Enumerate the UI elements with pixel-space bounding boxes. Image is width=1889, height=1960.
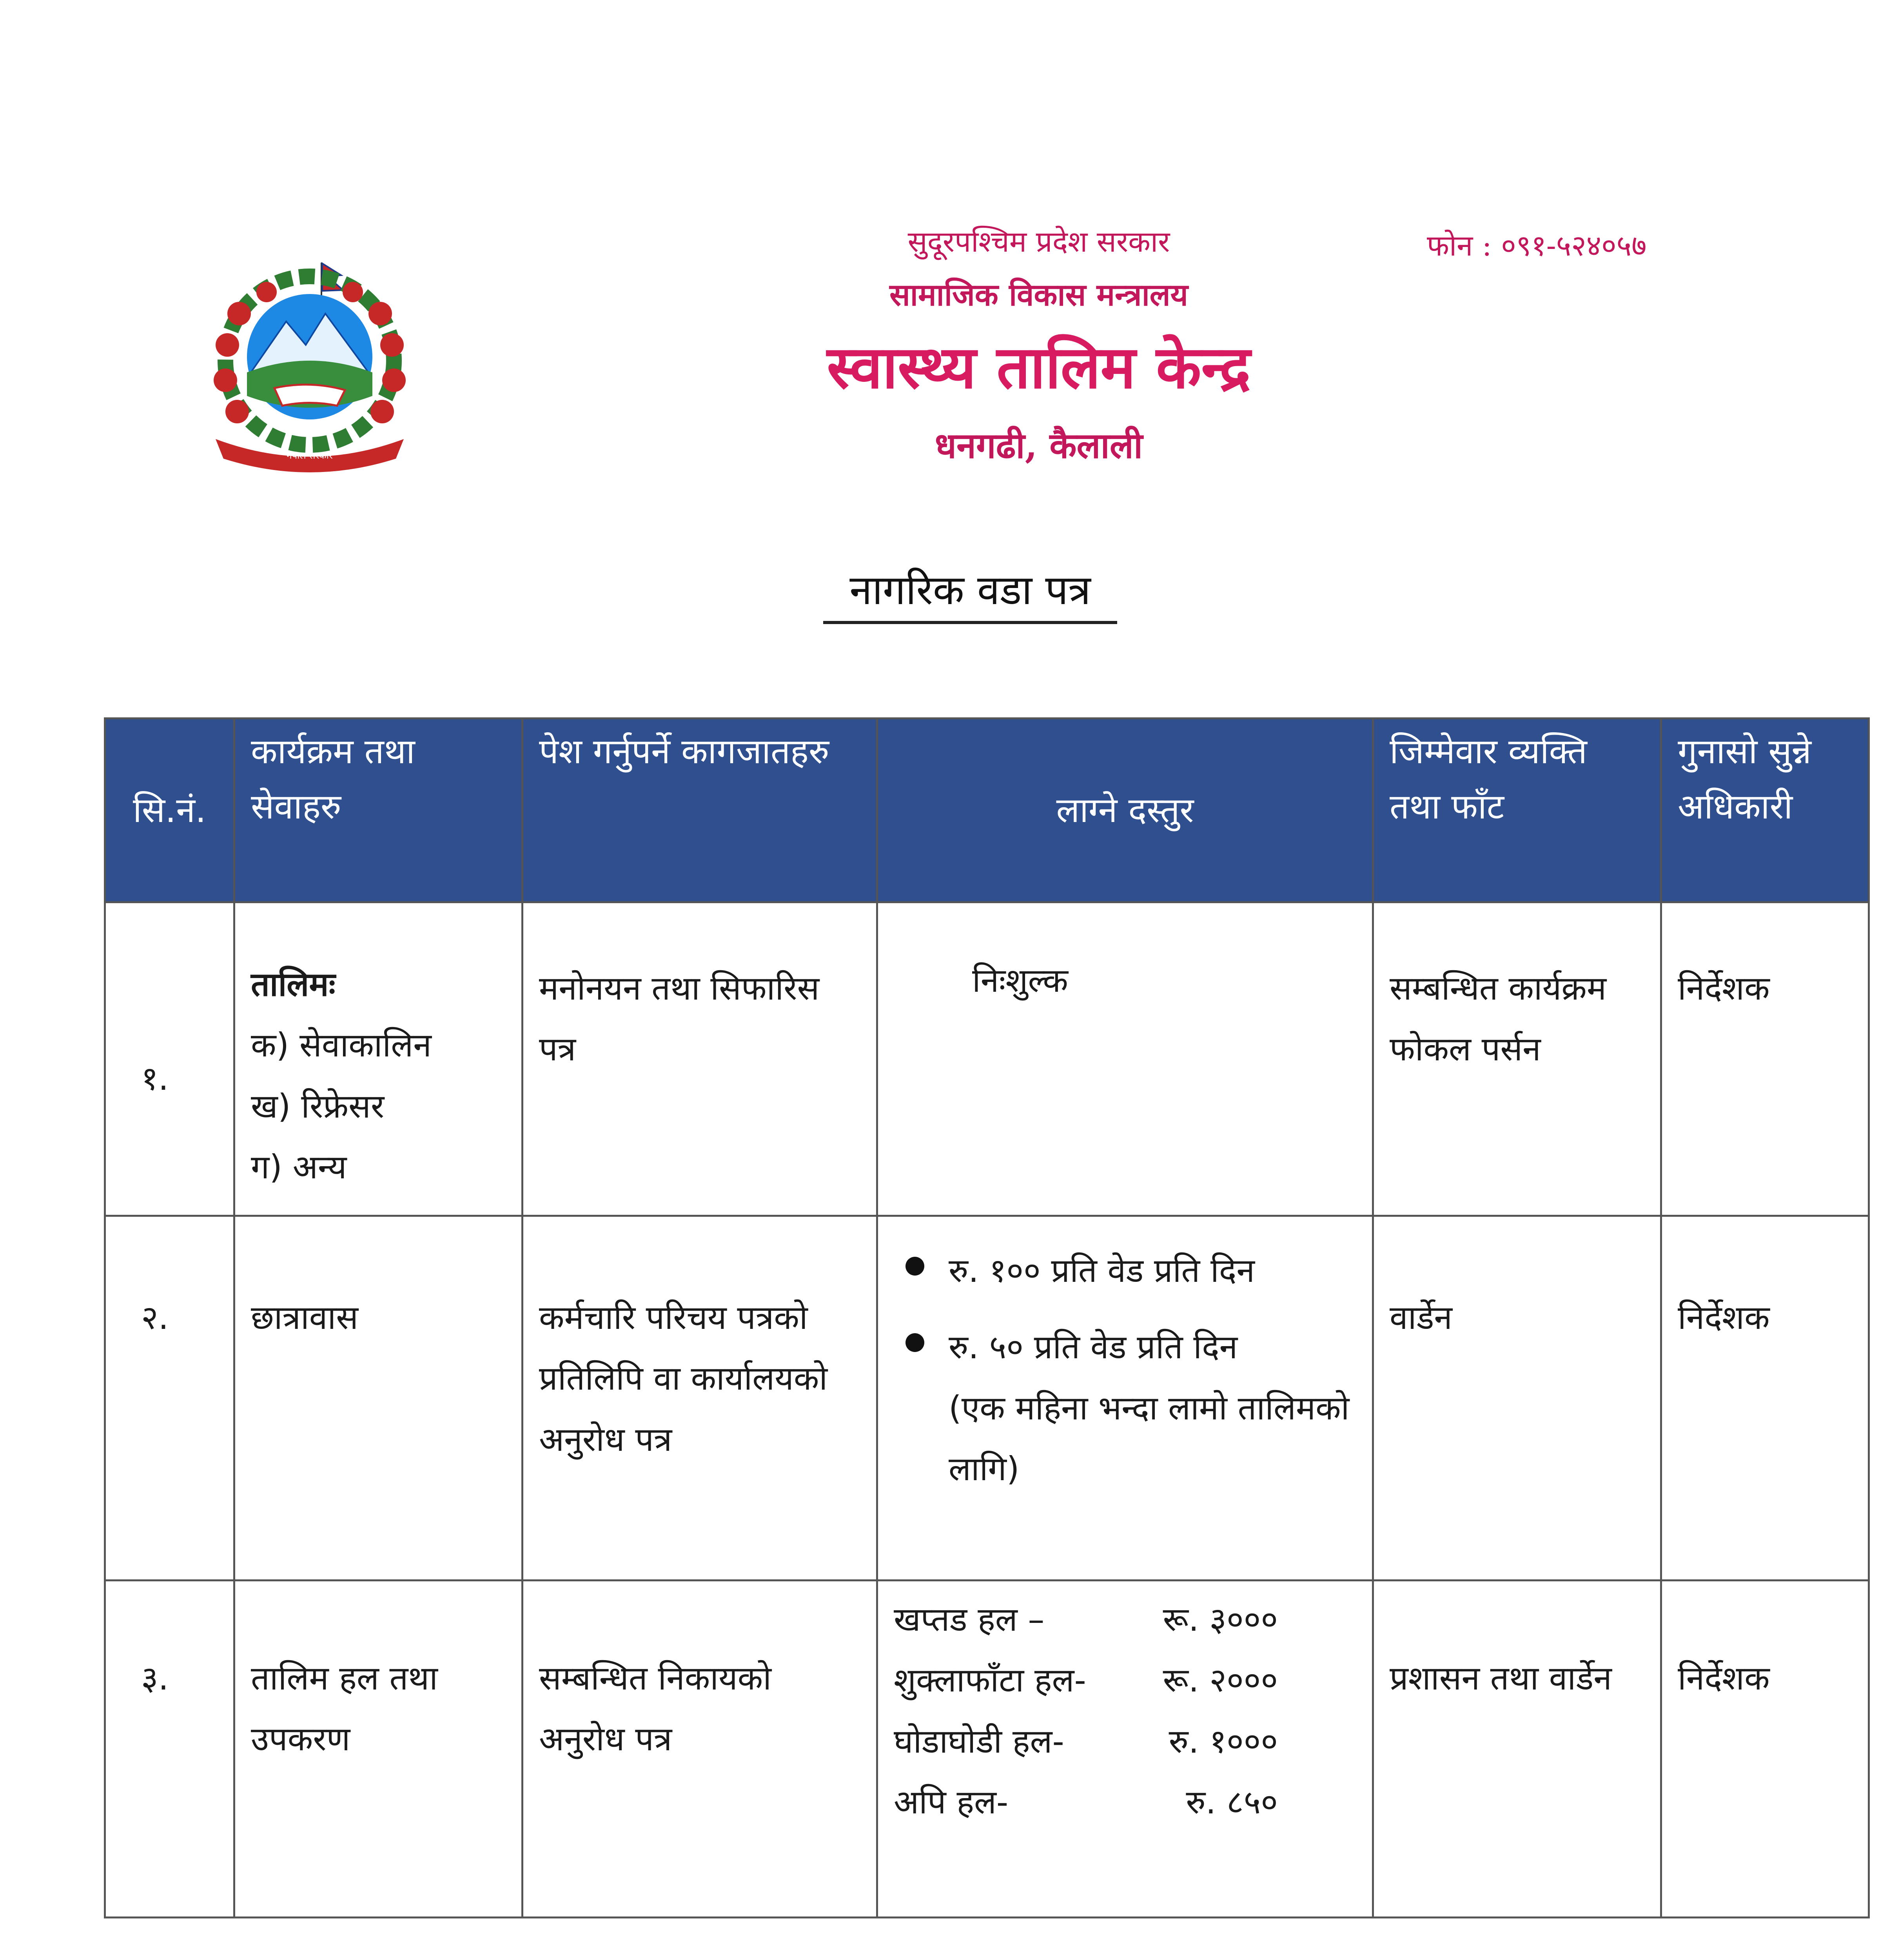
row-responsible: वार्डेन [1373, 1216, 1661, 1581]
row-responsible: सम्बन्धित कार्यक्रम फोकल पर्सन [1373, 902, 1661, 1216]
phone-number: फोन : ०९१-५२४०५७ [1427, 229, 1647, 263]
row-documents: मनोनयन तथा सिफारिस पत्र [523, 902, 877, 1216]
row-service [234, 902, 523, 1216]
row-fee [877, 1581, 1373, 1918]
service-item: क) सेवाकालिन [251, 1026, 432, 1065]
letterhead [666, 225, 1411, 466]
ministry-name: सामाजिक विकास मन्त्रालय [889, 277, 1188, 313]
header-fee: लाग्ने दस्तुर [877, 719, 1373, 902]
header-serial-number: सि.नं. [105, 719, 234, 902]
table-row [105, 902, 1869, 1216]
header-documents: पेश गर्नुपर्ने कागजातहरु [523, 719, 877, 902]
service-item: ग) अन्य [251, 1148, 347, 1187]
header-responsible: जिम्मेवार व्यक्ति तथा फाँट [1373, 719, 1661, 902]
hall-rate: रु. ८५० [1186, 1783, 1278, 1822]
hall-rate: रू. ३००० [1163, 1600, 1278, 1639]
row-serial-number: ३. [105, 1581, 234, 1918]
row-fee [877, 1216, 1373, 1581]
fee-list [894, 1240, 1356, 1378]
service-item: ख) रिफ्रेसर [251, 1087, 385, 1125]
nepal-emblem-logo [192, 255, 427, 482]
row-grievance-officer: निर्देशक [1661, 1216, 1869, 1581]
hall-rate: रु. १००० [1169, 1722, 1278, 1760]
row-fee [877, 902, 1373, 1216]
hall-name: शुक्लाफाँटा हल- [894, 1661, 1086, 1700]
hall-rate-row [894, 1772, 1356, 1833]
office-location: धनगढी, कैलाली [935, 425, 1143, 466]
row-grievance-officer: निर्देशक [1661, 902, 1869, 1216]
header-service: कार्यक्रम तथा सेवाहरु [234, 719, 523, 902]
row-documents: सम्बन्धित निकायको अनुरोध पत्र [523, 1581, 877, 1918]
hall-rate-row [894, 1650, 1356, 1711]
hall-name: घोडाघोडी हल- [894, 1722, 1064, 1760]
service-title: तालिमः [251, 965, 336, 1004]
hall-name: अपि हल- [894, 1783, 1009, 1822]
row-responsible: प्रशासन तथा वार्डेन [1373, 1581, 1661, 1918]
hall-rate: रू. २००० [1163, 1661, 1278, 1700]
row-service: छात्रावास [234, 1216, 523, 1581]
hall-rate-row [894, 1711, 1356, 1772]
hall-name: खप्तड हल – [894, 1600, 1045, 1639]
bullet-icon [905, 1333, 924, 1352]
hall-rate-row [894, 1589, 1356, 1650]
header-grievance-officer: गुनासो सुन्ने अधिकारी [1661, 719, 1869, 902]
row-serial-number: १. [105, 902, 234, 1216]
table-row [105, 1216, 1869, 1581]
fee-item: रु. ५० प्रति वेड प्रति दिन [894, 1317, 1356, 1377]
svg-text:नेपाल सरकार: नेपाल सरकार [287, 450, 333, 461]
document-title: नागरिक वडा पत्र [823, 564, 1117, 624]
office-name: स्वास्थ्य तालिम केन्द्र [827, 333, 1251, 402]
row-documents: कर्मचारि परिचय पत्रको प्रतिलिपि वा कार्यालयको अनुरोध पत्र [523, 1216, 877, 1581]
citizen-charter-table [104, 717, 1870, 1918]
fee-text: निःशुल्क [972, 961, 1068, 1000]
row-grievance-officer: निर्देशक [1661, 1581, 1869, 1918]
fee-item: रु. १०० प्रति वेड प्रति दिन [894, 1240, 1356, 1301]
bullet-icon [905, 1257, 924, 1276]
table-row [105, 1581, 1869, 1918]
government-name: सुदूरपश्चिम प्रदेश सरकार [907, 225, 1170, 259]
fee-note: (एक महिना भन्दा लामो तालिमको लागि) [949, 1388, 1350, 1488]
row-serial-number: २. [105, 1216, 234, 1581]
table-header-row [105, 719, 1869, 902]
row-service: तालिम हल तथा उपकरण [234, 1581, 523, 1918]
